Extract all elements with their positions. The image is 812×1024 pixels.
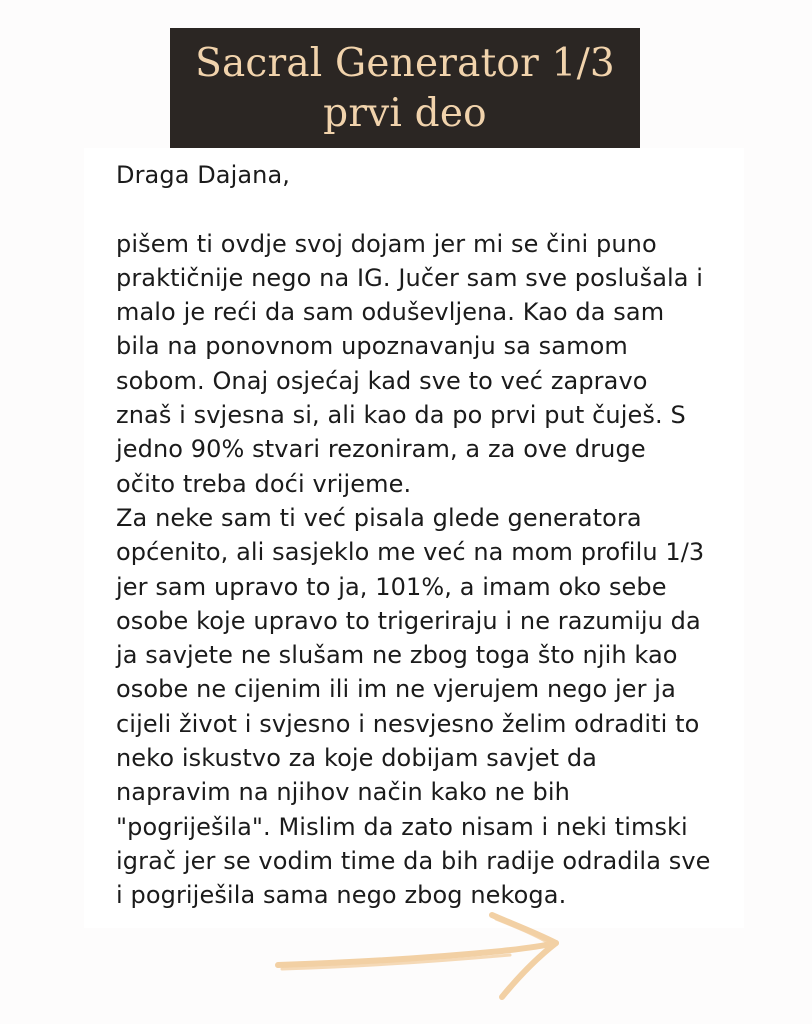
letter-line: Za neke sam ti već pisala glede generatora <box>116 503 642 532</box>
letter-line: jedno 90% stvari rezoniram, a za ove druge <box>116 435 646 464</box>
title-banner <box>170 28 640 150</box>
letter-line: bila na ponovnom upoznavanju sa samom <box>116 332 628 361</box>
letter-line: napravim na njihov način kako ne bih <box>116 778 570 807</box>
letter-greeting: Draga Dajana, <box>116 161 291 189</box>
letter-line: znaš i svjesna si, ali kao da po prvi put čuješ. S <box>116 401 686 430</box>
letter-line: osobe koje upravo to trigeriraju i ne razumiju da <box>116 606 701 635</box>
letter-line: i pogriješila sama nego zbog nekoga. <box>116 881 567 910</box>
title-line-1: Sacral Generator 1/3 <box>195 41 615 86</box>
letter-line: očito treba doći vrijeme. <box>116 469 412 498</box>
letter-line: igrač jer se vodim time da bih radije odradila sve <box>116 846 711 875</box>
letter-line: neko iskustvo za koje dobijam savjet da <box>116 744 597 773</box>
paragraph-gap <box>116 192 756 226</box>
hand-drawn-arrow-right-icon[interactable] <box>270 905 570 1005</box>
letter-line: sobom. Onaj osjećaj kad sve to već zapravo <box>116 366 648 395</box>
letter-line: praktičnije nego na IG. Jučer sam sve poslušala i <box>116 263 704 292</box>
title-line-2: prvi deo <box>323 91 487 136</box>
letter-line: cijeli život i svjesno i nesvjesno želim odraditi to <box>116 709 700 738</box>
letter-line: osobe ne cijenim ili im ne vjerujem nego jer ja <box>116 675 676 704</box>
letter-text <box>116 158 756 913</box>
letter-line: jer sam upravo to ja, 101%, a imam oko sebe <box>116 572 667 601</box>
letter-line: malo je reći da sam oduševljena. Kao da sam <box>116 298 665 327</box>
letter-line: ja savjete ne slušam ne zbog toga što njih kao <box>116 641 678 670</box>
letter-line: "pogriješila". Mislim da zato nisam i neki timski <box>116 812 688 841</box>
letter-line: općenito, ali sasjeklo me već na mom profilu 1/3 <box>116 538 705 567</box>
letter-line: pišem ti ovdje svoj dojam jer mi se čini puno <box>116 229 657 258</box>
